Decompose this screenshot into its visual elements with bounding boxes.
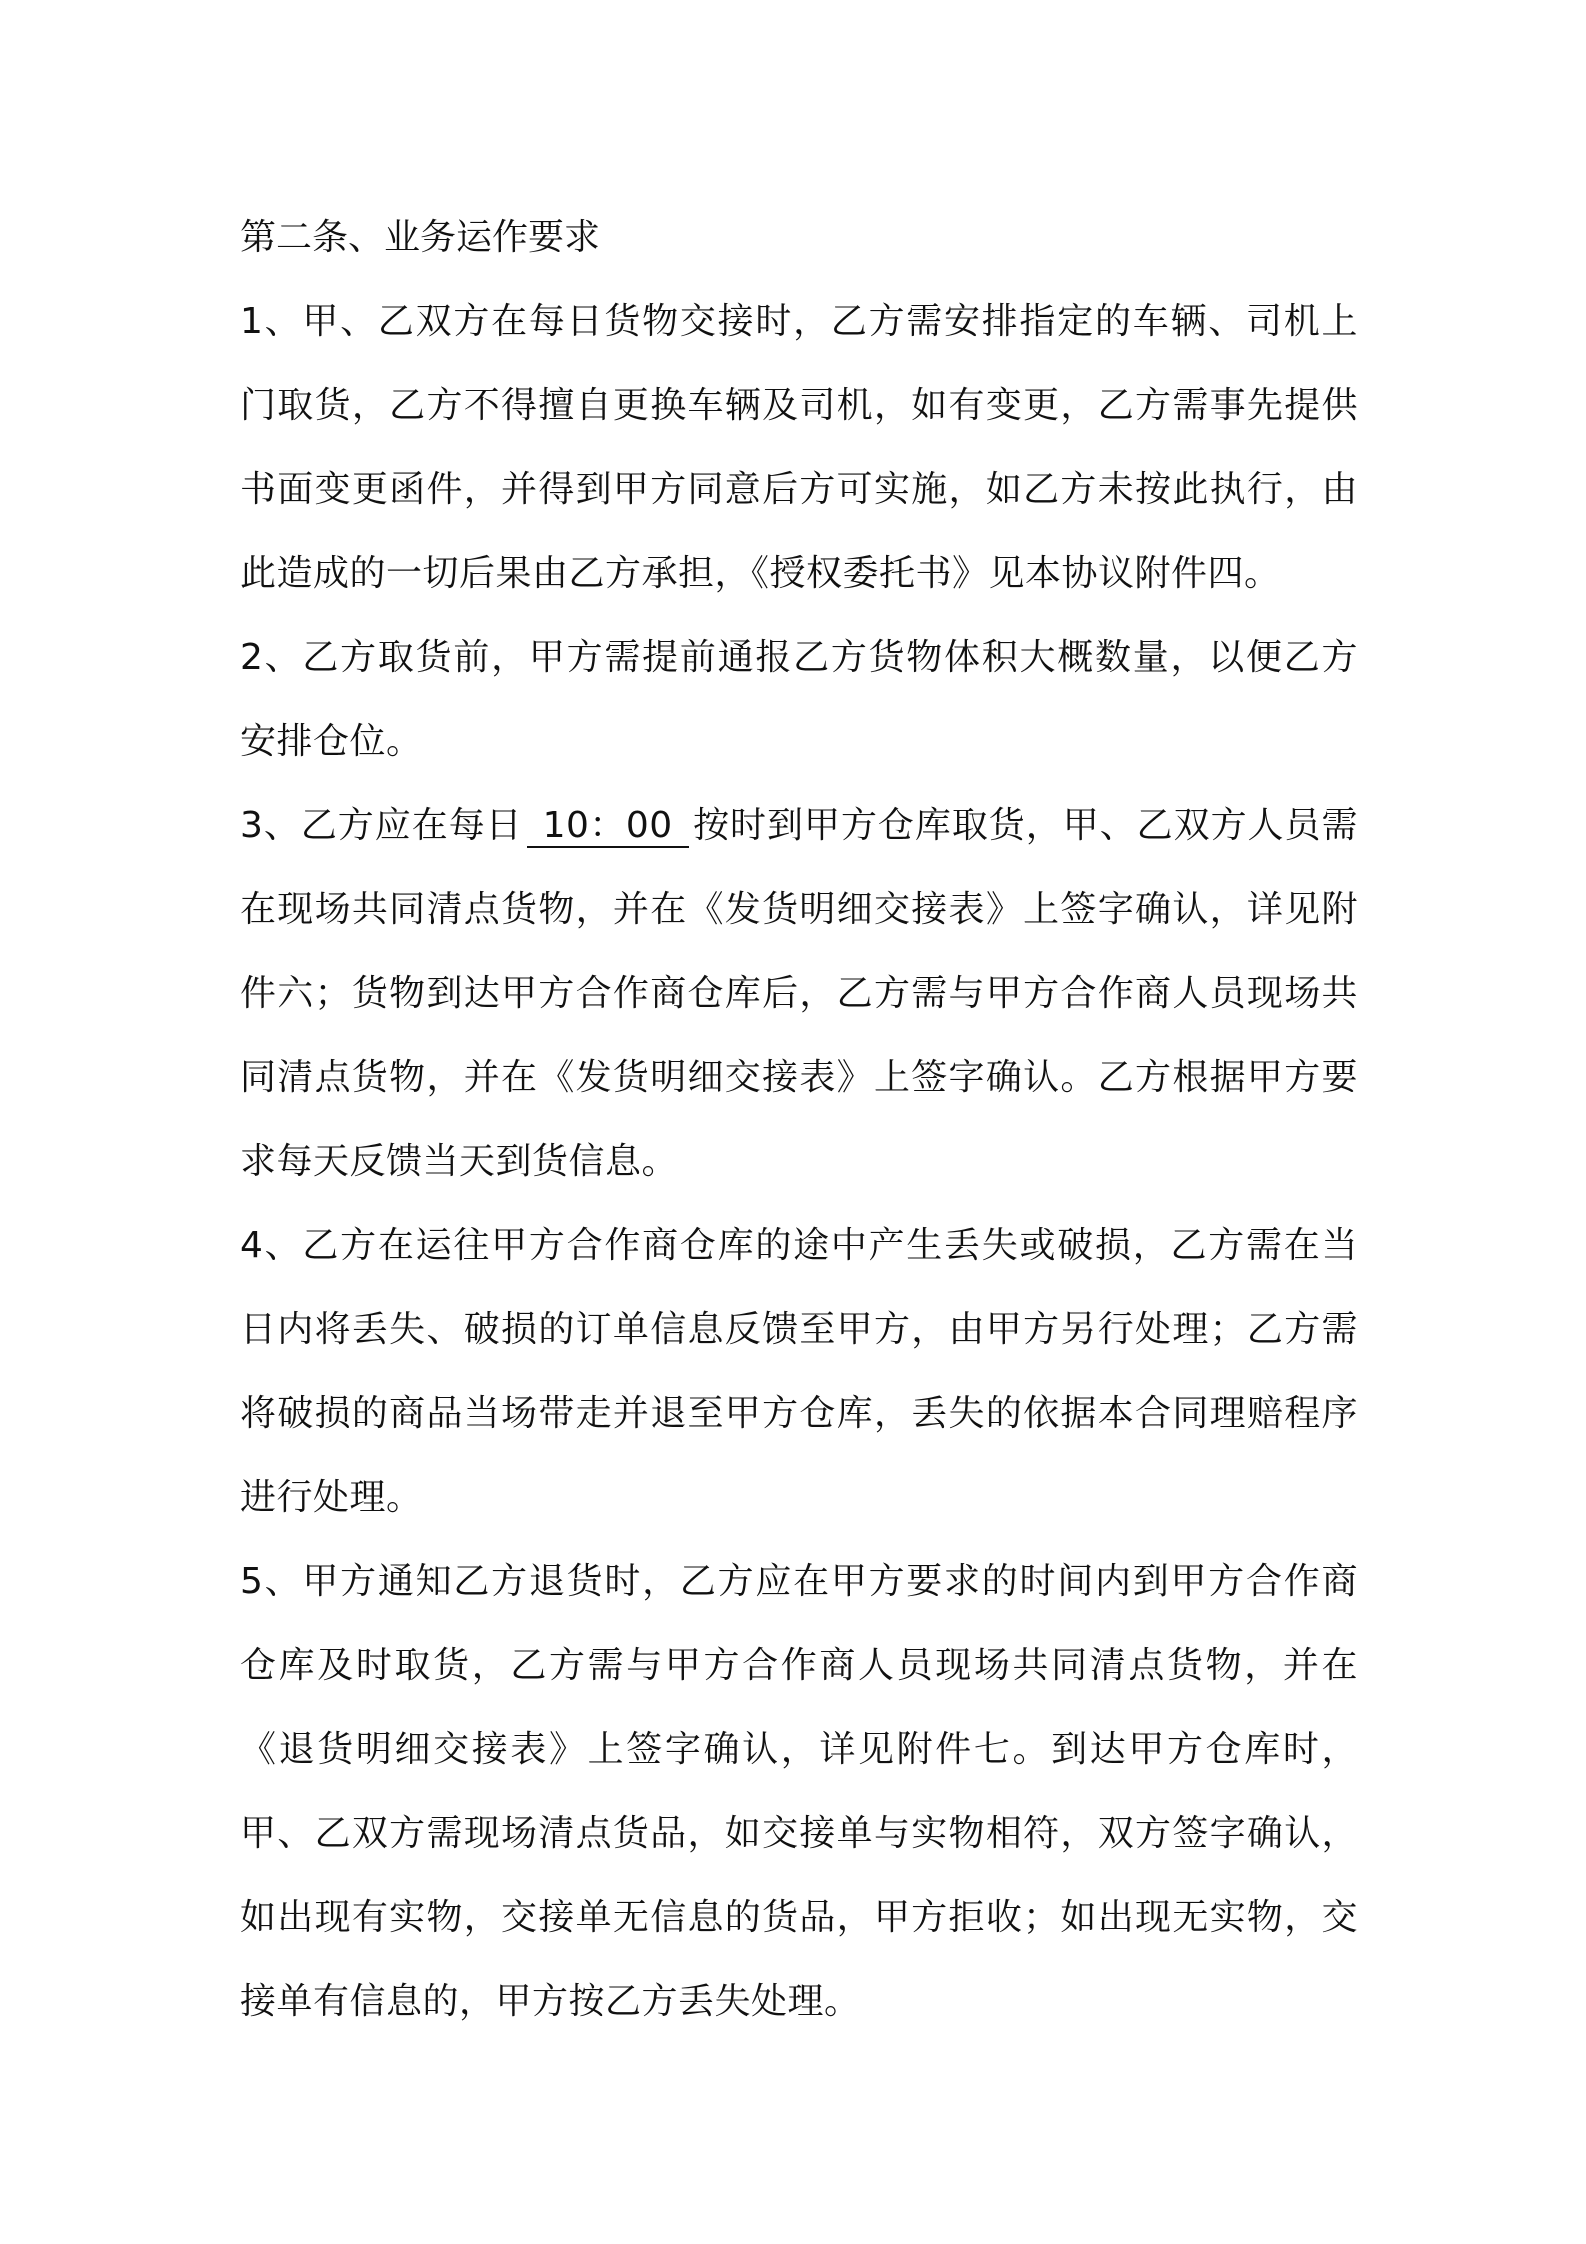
- document-page: [240, 196, 1358, 2044]
- clause-3: [240, 784, 1358, 1204]
- clause-3-body: 按时到甲方仓库取货，甲、乙双方人员需在现场共同清点货物，并在《发货明细交接表》上签字确认，详见附件六；货物到达甲方合作商仓库后，乙方需与甲方合作商人员现场共同清点货物，并在《发货明细交接表》上签字确认。乙方根据甲方要求每天反馈当天到货信息。: [240, 805, 1358, 1182]
- clause-2: 2、乙方取货前，甲方需提前通报乙方货物体积大概数量，以便乙方安排仓位。: [240, 637, 1358, 762]
- clause-3-prefix: 3、乙方应在每日: [240, 805, 523, 846]
- pickup-time-blank: 10：00: [527, 806, 689, 848]
- clause-5: 5、甲方通知乙方退货时，乙方应在甲方要求的时间内到甲方合作商仓库及时取货，乙方需与甲方合作商人员现场共同清点货物，并在《退货明细交接表》上签字确认，详见附件七。到达甲方仓库时，甲、乙双方需现场清点货品，如交接单与实物相符，双方签字确认，如出现有实物，交接单无信息的货品，甲方拒收；如出现无实物，交接单有信息的，甲方按乙方丢失处理。: [240, 1561, 1358, 2022]
- article-heading: 第二条、业务运作要求: [240, 217, 601, 258]
- clause-1: 1、甲、乙双方在每日货物交接时，乙方需安排指定的车辆、司机上门取货，乙方不得擅自更换车辆及司机，如有变更，乙方需事先提供书面变更函件，并得到甲方同意后方可实施，如乙方未按此执行，由此造成的一切后果由乙方承担，《授权委托书》见本协议附件四。: [240, 301, 1358, 594]
- clause-4: 4、乙方在运往甲方合作商仓库的途中产生丢失或破损，乙方需在当日内将丢失、破损的订单信息反馈至甲方，由甲方另行处理；乙方需将破损的商品当场带走并退至甲方仓库，丢失的依据本合同理赔程序进行处理。: [240, 1225, 1358, 1518]
